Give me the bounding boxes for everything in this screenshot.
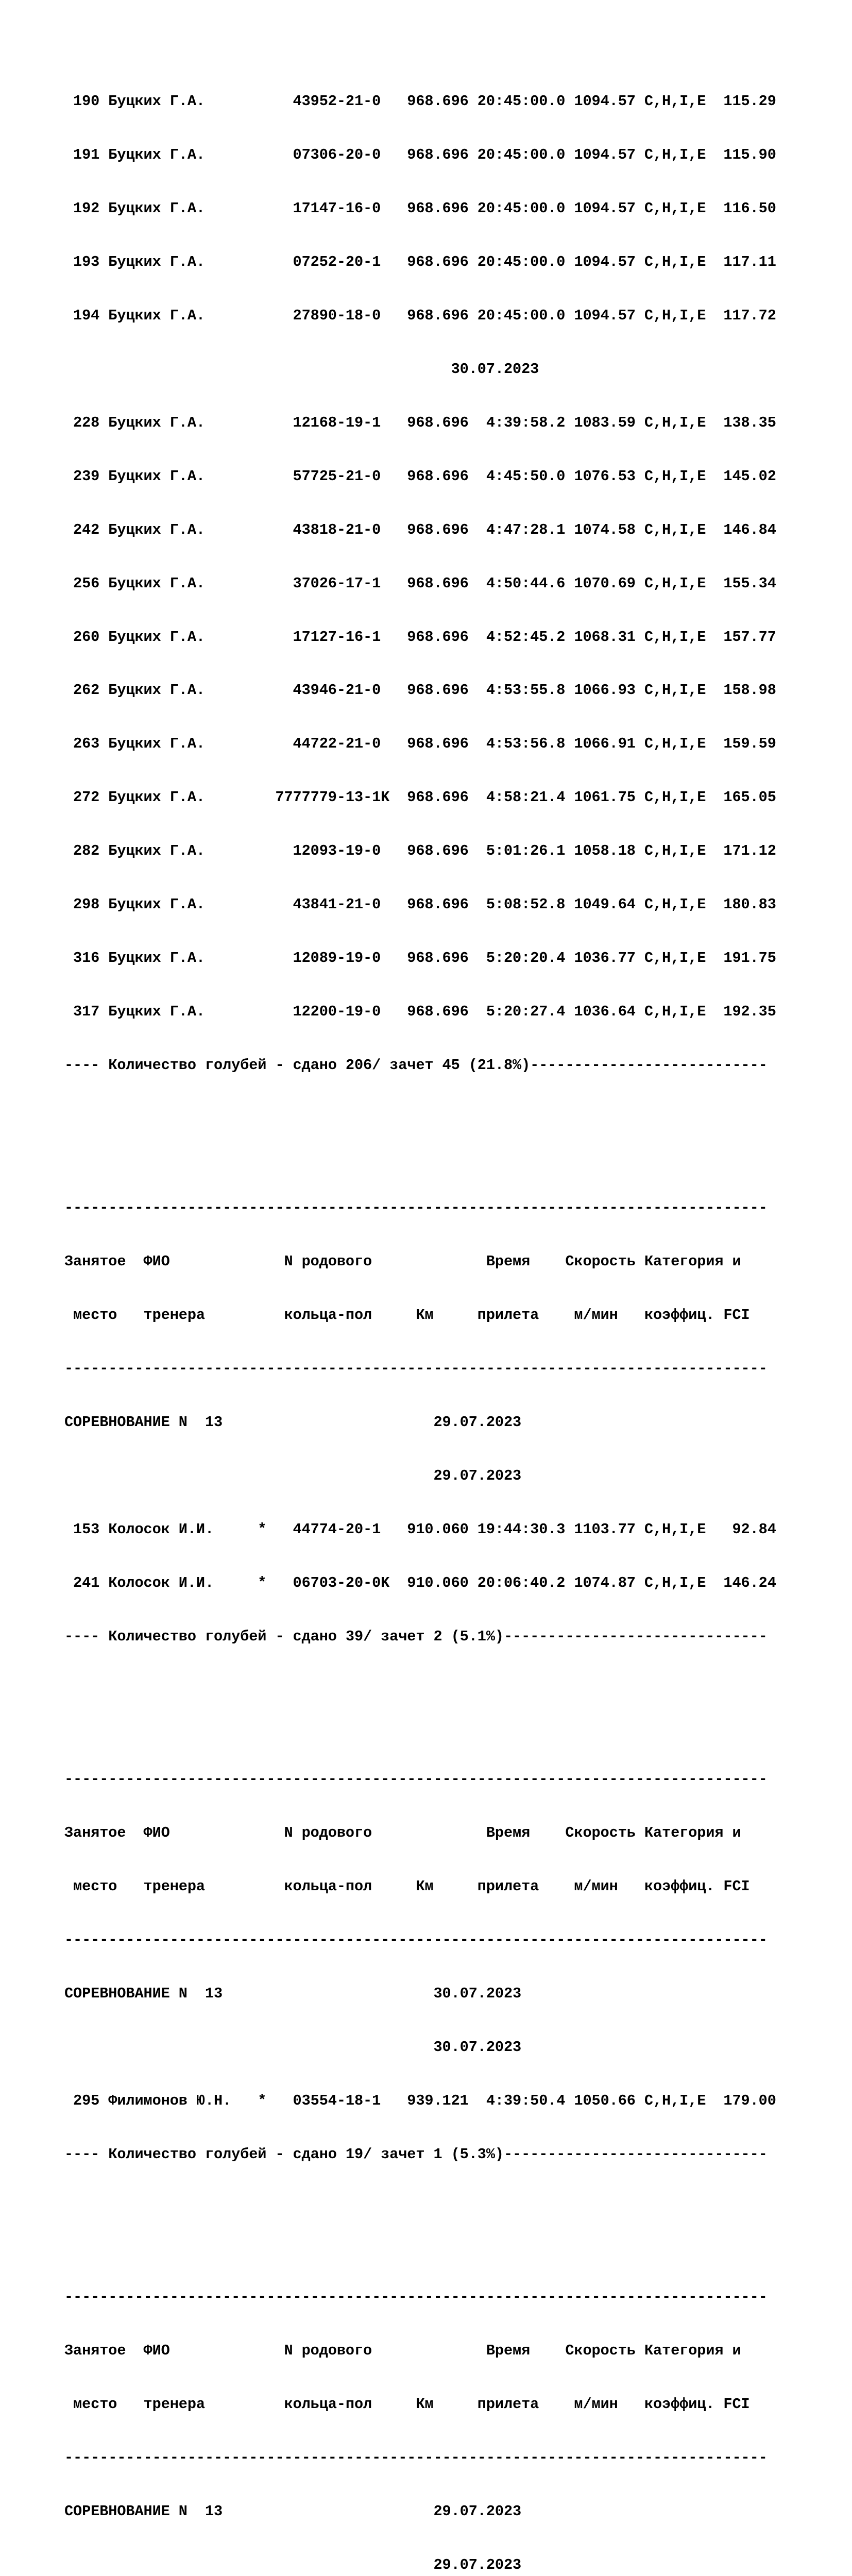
date-line: 30.07.2023 <box>64 2038 522 2056</box>
result-row: 190 Буцких Г.А. 43952-21-0 968.696 20:45:00.0 1094.57 C,H,I,E 115.29 <box>64 92 776 110</box>
table-header: Занятое ФИО N родового Время Скорость Категория и <box>64 1824 741 1842</box>
result-row: 242 Буцких Г.А. 43818-21-0 968.696 4:47:28.1 1074.58 C,H,I,E 146.84 <box>64 521 776 538</box>
competition-line: СОРЕВНОВАНИЕ N 13 29.07.2023 <box>64 1414 522 1431</box>
result-row: 153 Колосок И.И. * 44774-20-1 910.060 19:44:30.3 1103.77 C,H,I,E 92.84 <box>64 1521 776 1538</box>
table-header: Занятое ФИО N родового Время Скорость Категория и <box>64 1253 741 1270</box>
result-row: 298 Буцких Г.А. 43841-21-0 968.696 5:08:52.8 1049.64 C,H,I,E 180.83 <box>64 896 776 913</box>
separator-rule: -------------------------------------------------------------------------------- <box>64 2289 768 2306</box>
date-line: 29.07.2023 <box>64 1467 522 1485</box>
table-header: место тренера кольца-пол Км прилета м/мин коэффиц. FCI <box>64 1307 750 1324</box>
competition-line: СОРЕВНОВАНИЕ N 13 29.07.2023 <box>64 2502 522 2520</box>
result-row: 317 Буцких Г.А. 12200-19-0 968.696 5:20:27.4 1036.64 C,H,I,E 192.35 <box>64 1003 776 1021</box>
result-row: 228 Буцких Г.А. 12168-19-1 968.696 4:39:58.2 1083.59 C,H,I,E 138.35 <box>64 414 776 431</box>
result-row: 239 Буцких Г.А. 57725-21-0 968.696 4:45:50.0 1076.53 C,H,I,E 145.02 <box>64 467 776 485</box>
result-row: 192 Буцких Г.А. 17147-16-0 968.696 20:45:00.0 1094.57 C,H,I,E 116.50 <box>64 199 776 217</box>
result-row: 241 Колосок И.И. * 06703-20-0K 910.060 20:06:40.2 1074.87 C,H,I,E 146.24 <box>64 1574 776 1592</box>
separator-rule: -------------------------------------------------------------------------------- <box>64 1931 768 1949</box>
summary-line: ---- Количество голубей - сдано 19/ зачет 1 (5.3%)------------------------------ <box>64 2145 768 2163</box>
summary-line: ---- Количество голубей - сдано 39/ зачет 2 (5.1%)------------------------------ <box>64 1628 768 1645</box>
result-row: 260 Буцких Г.А. 17127-16-1 968.696 4:52:45.2 1068.31 C,H,I,E 157.77 <box>64 628 776 646</box>
result-row: 256 Буцких Г.А. 37026-17-1 968.696 4:50:44.6 1070.69 C,H,I,E 155.34 <box>64 574 776 592</box>
result-row: 272 Буцких Г.А. 7777779-13-1K 968.696 4:58:21.4 1061.75 C,H,I,E 165.05 <box>64 789 776 806</box>
table-header: место тренера кольца-пол Км прилета м/мин коэффиц. FCI <box>64 2395 750 2413</box>
separator-rule: -------------------------------------------------------------------------------- <box>64 1360 768 1378</box>
result-row: 295 Филимонов Ю.Н. * 03554-18-1 939.121 4:39:50.4 1050.66 C,H,I,E 179.00 <box>64 2092 776 2109</box>
table-header: место тренера кольца-пол Км прилета м/мин коэффиц. FCI <box>64 1878 750 1895</box>
separator-rule: -------------------------------------------------------------------------------- <box>64 1199 768 1217</box>
separator-rule: -------------------------------------------------------------------------------- <box>64 2449 768 2466</box>
result-row: 282 Буцких Г.А. 12093-19-0 968.696 5:01:26.1 1058.18 C,H,I,E 171.12 <box>64 842 776 860</box>
separator-rule: -------------------------------------------------------------------------------- <box>64 1771 768 1788</box>
result-row: 263 Буцких Г.А. 44722-21-0 968.696 4:53:56.8 1066.91 C,H,I,E 159.59 <box>64 735 776 753</box>
competition-line: СОРЕВНОВАНИЕ N 13 30.07.2023 <box>64 1985 522 2002</box>
result-row: 193 Буцких Г.А. 07252-20-1 968.696 20:45:00.0 1094.57 C,H,I,E 117.11 <box>64 253 776 270</box>
result-row: 191 Буцких Г.А. 07306-20-0 968.696 20:45:00.0 1094.57 C,H,I,E 115.90 <box>64 146 776 163</box>
summary-line: ---- Количество голубей - сдано 206/ зачет 45 (21.8%)--------------------------- <box>64 1057 768 1074</box>
result-row: 194 Буцких Г.А. 27890-18-0 968.696 20:45:00.0 1094.57 C,H,I,E 117.72 <box>64 307 776 324</box>
date-line: 29.07.2023 <box>64 2556 522 2573</box>
result-row: 262 Буцких Г.А. 43946-21-0 968.696 4:53:55.8 1066.93 C,H,I,E 158.98 <box>64 682 776 699</box>
result-row: 316 Буцких Г.А. 12089-19-0 968.696 5:20:20.4 1036.77 C,H,I,E 191.75 <box>64 950 776 967</box>
table-header: Занятое ФИО N родового Время Скорость Категория и <box>64 2342 741 2360</box>
date-line: 30.07.2023 <box>64 360 539 378</box>
results-document <box>64 39 847 2576</box>
